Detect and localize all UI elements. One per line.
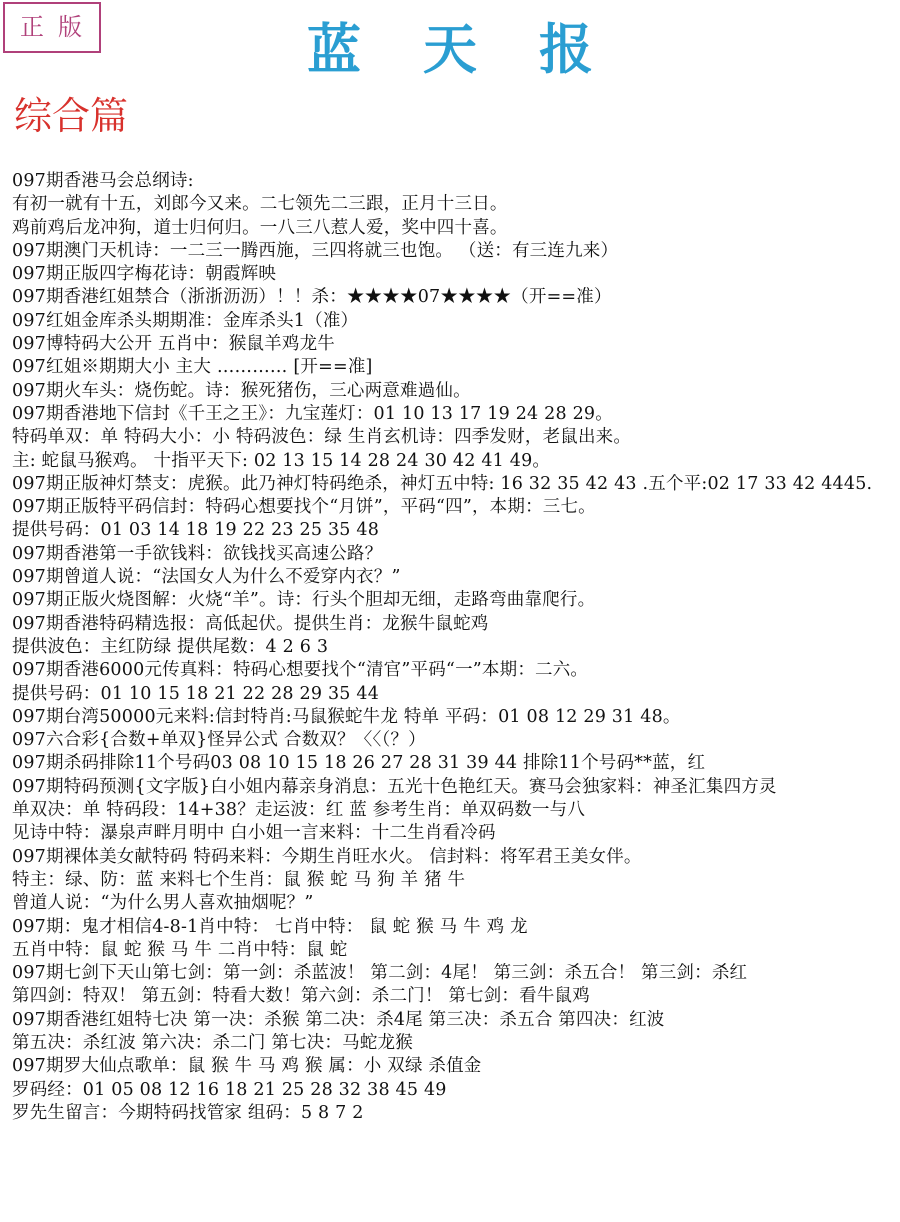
- text-line: 第四剑：特双！ 第五剑：特看大数！第六剑：杀二门！ 第七剑：看牛鼠鸡: [12, 986, 590, 1007]
- text-line: 五肖中特：鼠 蛇 猴 马 牛 二肖中特：鼠 蛇: [12, 939, 348, 960]
- text-line: 097期七剑下天山第七剑：第一剑：杀蓝波！ 第二剑：4尾！ 第三剑：杀五合！ 第三剑：杀红: [12, 963, 748, 984]
- text-line: 见诗中特：瀑泉声畔月明中 白小姐一言来料：十二生肖看冷码: [12, 823, 496, 844]
- text-line: 罗码经：01 05 08 12 16 18 21 25 28 32 38 45 49: [12, 1079, 447, 1100]
- text-line: 097期正版特平码信封：特码心想要找个“月饼”，平码“四”，本期：三七。: [12, 497, 596, 518]
- text-line: 097期香港地下信封《千王之王》：九宝莲灯：01 10 13 17 19 24 28 29。: [12, 403, 613, 424]
- text-line: 有初一就有十五，刘郎今又来。二七领先二三跟，正月十三日。: [12, 194, 508, 215]
- text-line: 097期：鬼才相信4-8-1肖中特： 七肖中特： 鼠 蛇 猴 马 牛 鸡 龙: [12, 916, 528, 937]
- text-line: 097六合彩{合数+单双}怪异公式 合数双？〈〈（？）: [12, 730, 426, 751]
- text-line: 提供号码：01 03 14 18 19 22 23 25 35 48: [12, 520, 380, 541]
- text-line: 097期杀码排除11个号码03 08 10 15 18 26 27 28 31 39 44 排除11个号码**蓝，红: [12, 753, 706, 774]
- text-line: 097期香港马会总纲诗:: [12, 171, 194, 191]
- text-line: 097红姐金库杀头期期准：金库杀头1（准）: [12, 310, 359, 331]
- masthead-title: 蓝天报: [307, 18, 655, 81]
- text-line: 097期特码预测{文字版}白小姐内幕亲身消息：五光十色艳红天。赛马会独家料：神圣汇集四方灵: [12, 776, 777, 797]
- text-line: 单双决：单 特码段：14+38？走运波：红 蓝 参考生肖：单双码数一与八: [12, 800, 586, 821]
- text-line: 提供号码：01 10 15 18 21 22 28 29 35 44: [12, 683, 380, 704]
- text-line: 097期正版四字梅花诗：朝霞辉映: [12, 264, 277, 285]
- text-line: 097博特码大公开 五肖中：猴鼠羊鸡龙牛: [12, 334, 335, 355]
- text-line: 097红姐※期期大小 主大 ………… [开==准]: [12, 357, 373, 378]
- text-line: 097期香港红姐特七决 第一决：杀猴 第二决：杀4尾 第三决：杀五合 第四决：红波: [12, 1009, 665, 1030]
- text-line: 曾道人说：“为什么男人喜欢抽烟呢？”: [12, 893, 314, 914]
- text-line: 鸡前鸡后龙冲狗，道士归何归。一八三八惹人爱，奖中四十喜。: [12, 217, 508, 238]
- text-line: 主: 蛇鼠马猴鸡。 十指平天下: 02 13 15 14 28 24 30 42 41 49。: [12, 450, 551, 471]
- text-line: 第五决：杀红波 第六决：杀二门 第七决：马蛇龙猴: [12, 1032, 413, 1053]
- text-line: 罗先生留言：今期特码找管家 组码：5 8 7 2: [12, 1102, 364, 1123]
- text-line: 097期正版神灯禁支：虎猴。此乃神灯特码绝杀，神灯五中特: 16 32 35 42 43 .五个平:02 17 33 42 4445.: [12, 473, 873, 494]
- text-line: 097期香港红姐禁合（浙浙沥沥）！！杀：★★★★07★★★★（开==准）: [12, 287, 612, 308]
- text-line: 特主：绿、防：蓝 来料七个生肖：鼠 猴 蛇 马 狗 羊 猪 牛: [12, 869, 466, 890]
- text-line: 097期澳门天机诗：一二三一腾西施，三四将就三也饱。 （送：有三连九来）: [12, 240, 619, 261]
- text-line: 097期正版火烧图解：火烧“羊”。诗：行头个胆却无细，走路弯曲靠爬行。: [12, 590, 596, 611]
- text-line: 特码单双：单 特码大小：小 特码波色：绿 生肖玄机诗：四季发财，老鼠出来。: [12, 427, 632, 448]
- text-line: 097期罗大仙点歌单：鼠 猴 牛 马 鸡 猴 属：小 双绿 杀值金: [12, 1056, 482, 1077]
- text-line: 097期火车头：烧伤蛇。诗：猴死猪伤，三心两意难過仙。: [12, 380, 471, 401]
- text-line: 097期台湾50000元来料:信封特肖:马鼠猴蛇牛龙 特单 平码：01 08 12 29 31 48。: [12, 706, 681, 727]
- edition-badge: 正版: [3, 2, 101, 53]
- text-line: 097期香港6000元传真料：特码心想要找个“清官”平码“一”本期：二六。: [12, 660, 589, 681]
- article-body: [12, 170, 898, 1125]
- text-line: 097期香港第一手欲钱料：欲钱找买高速公路？: [12, 543, 383, 564]
- text-line: 提供波色：主红防绿 提供尾数：4 2 6 3: [12, 636, 329, 657]
- text-line: 097期香港特码精选报：高低起伏。提供生肖：龙猴牛鼠蛇鸡: [12, 613, 489, 634]
- text-line: 097期曾道人说：“法国女人为什么不爱穿内衣？”: [12, 567, 401, 588]
- section-title: 综合篇: [14, 94, 129, 138]
- text-line: 097期裸体美女献特码 特码来料：今期生肖旺水火。 信封料：将军君王美女伴。: [12, 846, 642, 867]
